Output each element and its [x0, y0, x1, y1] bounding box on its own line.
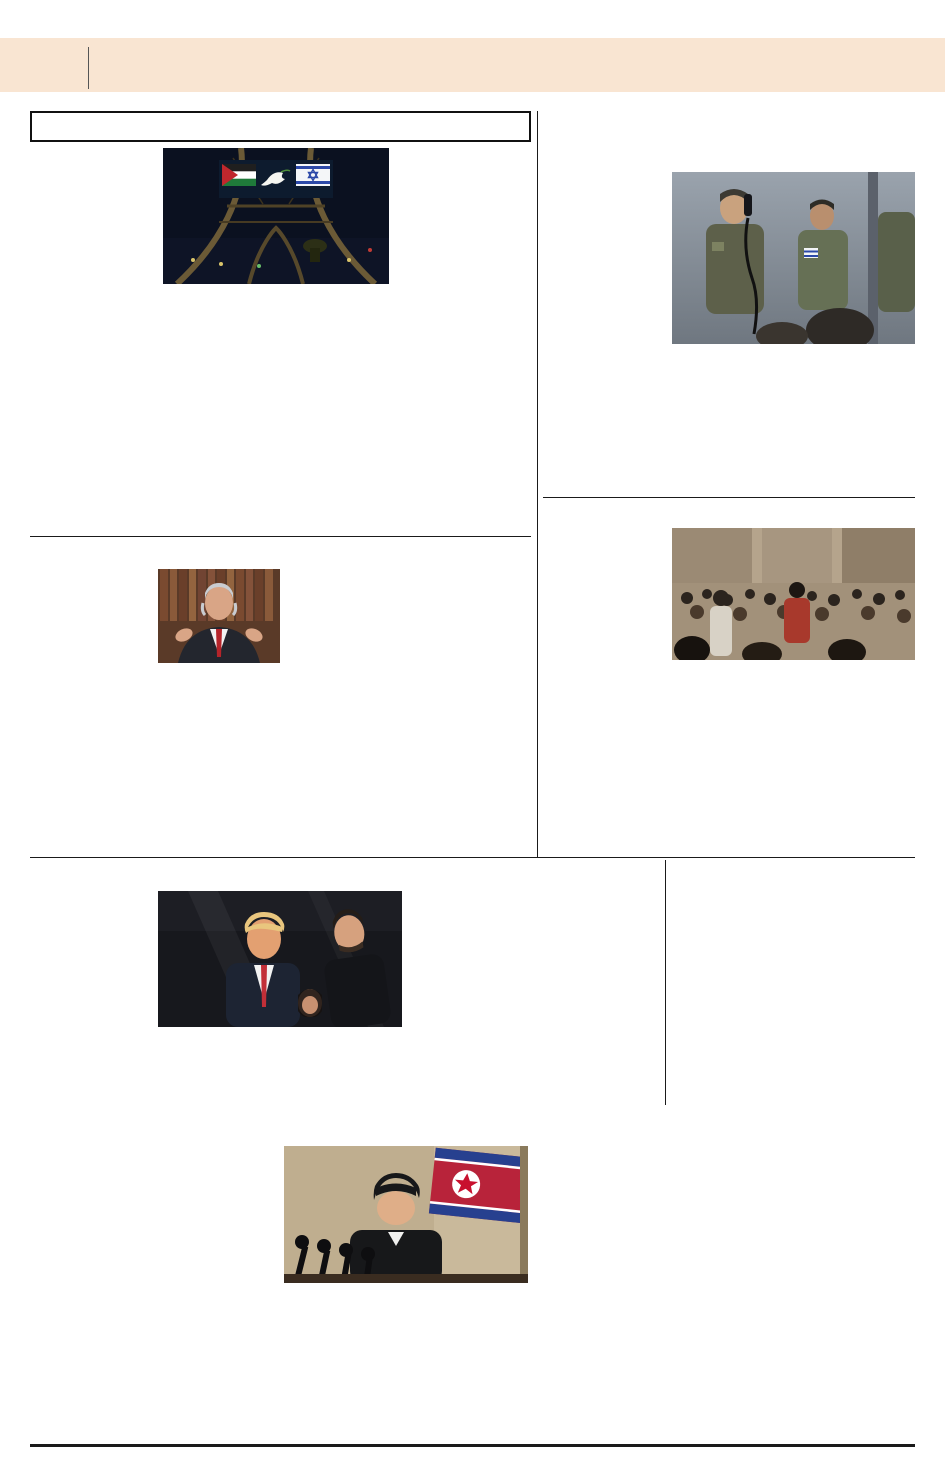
kim-article-column-5: [540, 1144, 660, 1440]
netanyahu-illustration: [158, 569, 280, 663]
charlie-article-column-4: [410, 893, 530, 1105]
netanyahu-article-column-2: [158, 668, 280, 858]
crowd-illustration: [672, 528, 915, 660]
hamas-article-column-1: [543, 176, 667, 490]
vertical-rule-top: [537, 111, 538, 857]
kim-article-column-2: [158, 1144, 278, 1440]
soldiers-illustration: [672, 172, 915, 344]
trump-musk-illustration: [158, 891, 402, 1027]
ihl-article-column-2: [672, 665, 788, 859]
bottom-rule: [30, 1444, 915, 1447]
vertical-rule-lower: [665, 860, 666, 1105]
gaza-article-headline-box: [30, 111, 531, 142]
kim-article-column-4: [412, 1288, 528, 1440]
netanyahu-article-column-1: [30, 568, 154, 858]
charlie-article-column-1: [30, 893, 154, 1105]
ihl-article-column-3: [800, 665, 915, 859]
gaza-article-column-4: [397, 146, 530, 536]
eiffel-tower-flags-illustration: [163, 148, 389, 284]
netanyahu-photo: [158, 569, 280, 663]
charlie-article-column-5: [540, 893, 658, 1105]
charlie-article-column-2: [158, 1031, 276, 1105]
ihl-article-column-1: [543, 529, 667, 859]
gaza-crowd-photo: [672, 528, 915, 660]
kim-article-column-6: [668, 1144, 790, 1440]
eiffel-tower-projection-photo: [163, 148, 389, 284]
kim-jong-un-photo: [284, 1146, 528, 1283]
gaza-article-column-1: [30, 146, 156, 536]
kim-jong-un-illustration: [284, 1146, 528, 1283]
kim-article-column-3: [284, 1288, 406, 1440]
rule-under-hamas-article: [543, 497, 915, 498]
hamas-article-column-2: [672, 350, 788, 492]
netanyahu-article-column-3: [284, 568, 404, 858]
rule-under-gaza-article: [30, 536, 531, 537]
trump-musk-photo: [158, 891, 402, 1027]
masthead-divider: [88, 47, 89, 89]
gaza-article-column-2: [163, 289, 277, 536]
kim-article-column-7: [796, 1144, 915, 1440]
kim-article-column-1: [30, 1144, 152, 1440]
hamas-article-column-3: [800, 350, 915, 492]
israeli-soldiers-photo: [672, 172, 915, 344]
khalistani-article-body: [672, 906, 916, 1106]
charlie-article-column-3: [284, 1031, 402, 1105]
netanyahu-article-column-4: [410, 568, 530, 858]
gaza-article-column-3: [283, 289, 389, 536]
city-date-block: [690, 47, 930, 49]
